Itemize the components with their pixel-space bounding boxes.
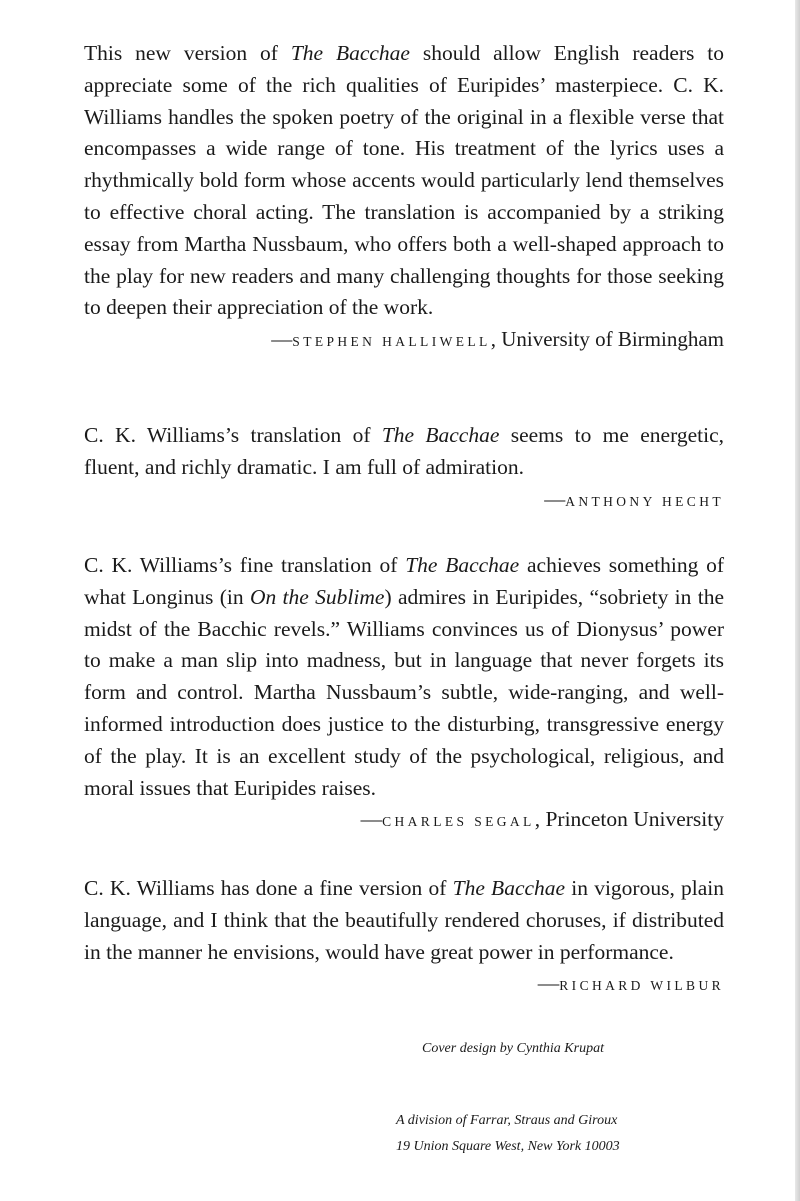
review-quote: C. K. Williams has done a fine version of The Bacchae in vigorous, plain language, and I think that the beautifully rendered choruses, if distributed in the manner he envisions, would have great power in performance. —RICHARD WILBUR: [84, 873, 724, 968]
review-attribution: —RICHARD WILBUR: [537, 971, 724, 996]
review-segal: [84, 550, 724, 838]
reviewer-affiliation: , University of Birmingham: [490, 327, 724, 352]
publisher-division: A division of Farrar, Straus and Giroux: [396, 1113, 618, 1128]
publisher-address: 19 Union Square West, New York 10003: [396, 1139, 620, 1154]
book-title: The Bacchae: [290, 41, 410, 65]
cover-credit: Cover design by Cynthia Krupat: [422, 1041, 604, 1056]
reviewer-name: ANTHONY HECHT: [565, 493, 724, 509]
review-quote: C. K. Williams’s translation of The Bacchae seems to me energetic, fluent, and richly dramatic. I am full of admiration.: [84, 423, 724, 479]
reviewer-name: RICHARD WILBUR: [559, 978, 724, 994]
reviewer-affiliation: , Princeton University: [534, 807, 724, 832]
book-title: The Bacchae: [381, 423, 500, 447]
review-quote: C. K. Williams’s fine translation of The Bacchae achieves something of what Longinus (in On the Sublime) admires in Euripides, “sobriety in the midst of the Bacchic revels.” Williams convinces us of Dionysus’ power to make a man slip into madness, but in language that never forgets its form and control. Martha Nussbaum’s subtle, wide-ranging, and well-informed introduction does justice to the disturbing, transgressive energy of the play. It is an excellent study of the psychological, religious, and moral issues that Euripides raises. —CHARLES SEGAL, Princeton University: [84, 550, 724, 804]
book-title-2: On the Sublime: [249, 584, 385, 609]
review-wilbur: [84, 873, 724, 1002]
reviewer-name: STEPHEN HALLIWELL: [292, 334, 491, 350]
page-edge: [795, 0, 800, 1201]
review-halliwell: [84, 38, 724, 358]
review-attribution: —STEPHEN HALLIWELL, University of Birmingham: [271, 327, 724, 352]
book-title: The Bacchae: [405, 553, 520, 577]
review-attribution: —CHARLES SEGAL, Princeton University: [360, 807, 724, 832]
reviewer-name: CHARLES SEGAL: [382, 814, 535, 830]
review-hecht: [84, 420, 724, 517]
review-attribution: —ANTHONY HECHT: [544, 486, 724, 511]
book-title: The Bacchae: [452, 876, 566, 900]
review-quote: This new version of The Bacchae should allow English readers to appreciate some of the rich qualities of Euripides’ masterpiece. C. K. Williams handles the spoken poetry of the original in a flexible verse that encompasses a wide range of tone. His treatment of the lyrics uses a rhythmically bold form whose accents would particularly lend themselves to effective choral acting. The translation is accompanied by a striking essay from Martha Nussbaum, who offers both a well-shaped approach to the play for new readers and many challenging thoughts for those seeking to deepen their appreciation of the work.: [84, 41, 725, 320]
